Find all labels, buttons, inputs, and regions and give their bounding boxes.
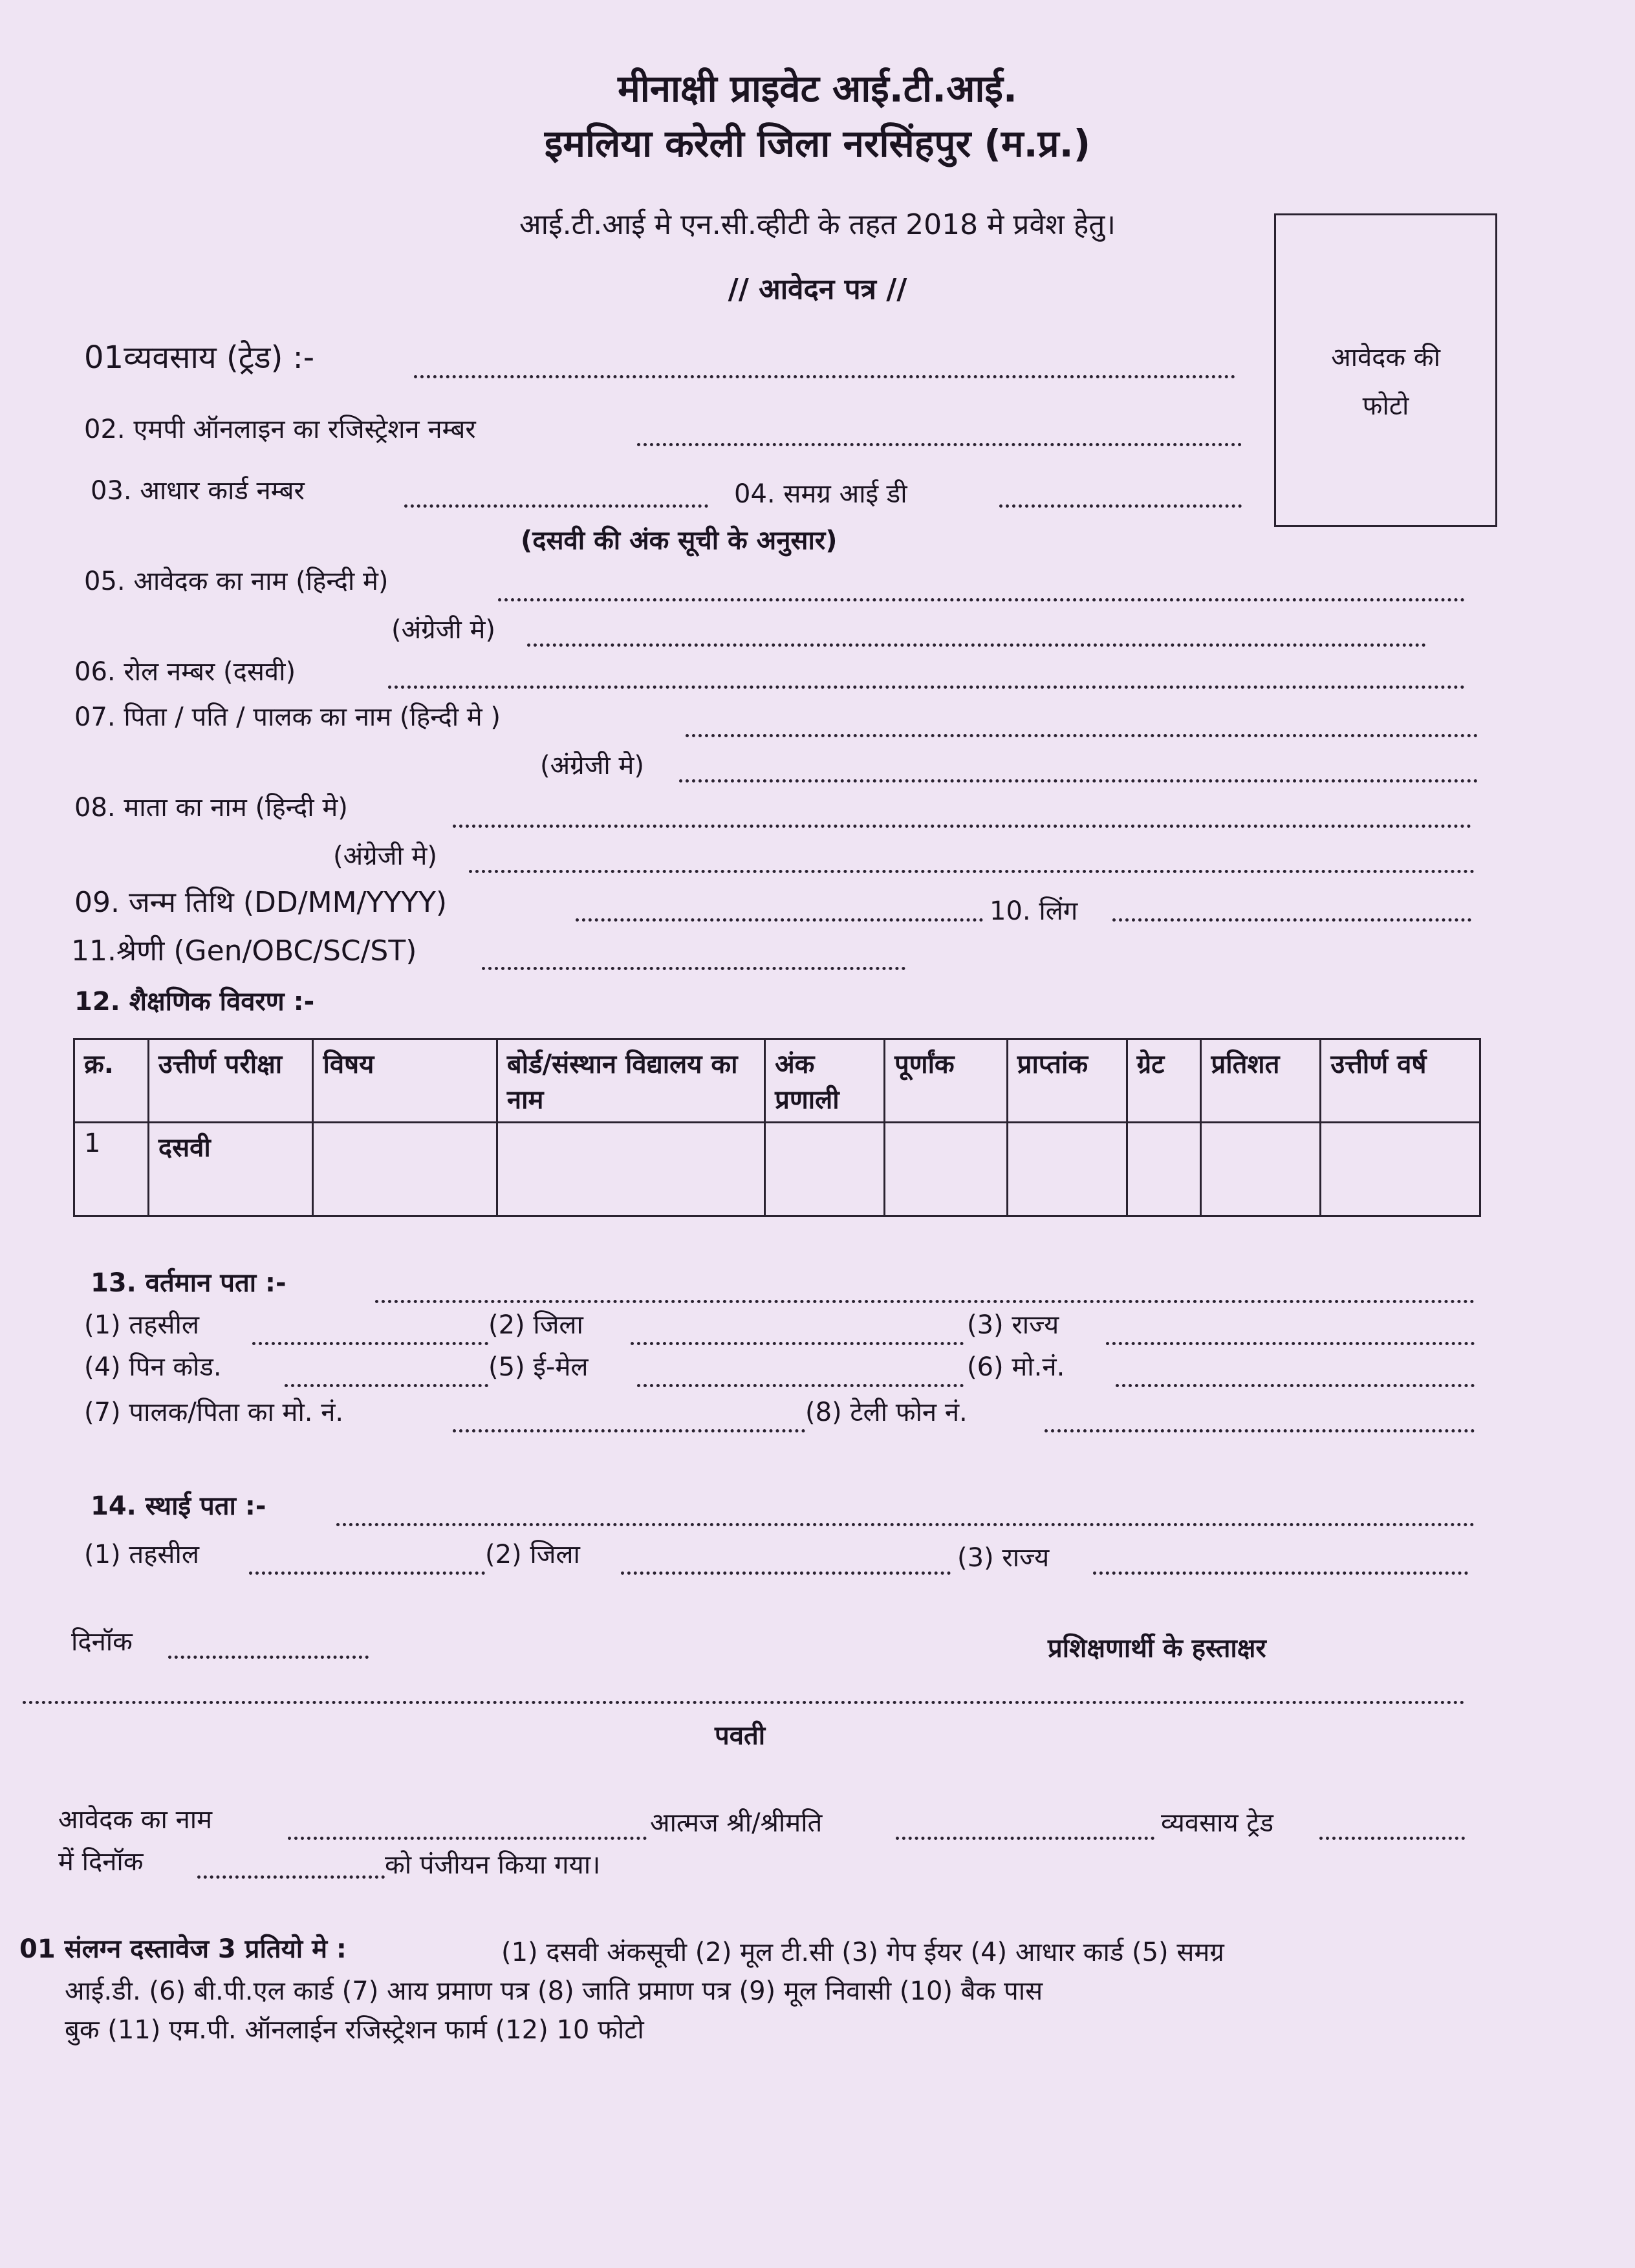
trade-label: 01व्यवसाय (ट्रेड) :- [84, 340, 315, 376]
separator-line [23, 1701, 1465, 1704]
form-title: // आवेदन पत्र // [728, 273, 907, 306]
current-district-label: (2) जिला [488, 1310, 583, 1340]
header-max-marks: पूर्णांक [884, 1039, 1007, 1123]
mp-online-field[interactable] [637, 443, 1242, 446]
father-hindi-label: 07. पिता / पति / पालक का नाम (हिन्दी मे ) [74, 702, 501, 732]
name-english-field[interactable] [527, 643, 1426, 647]
header-marks-obtained: प्राप्तांक [1007, 1039, 1127, 1123]
current-state-label: (3) राज्य [967, 1310, 1059, 1340]
mobile-label: (6) मो.नं. [967, 1352, 1065, 1382]
roll-number-field[interactable] [388, 686, 1465, 689]
header-passing-year: उत्तीर्ण वर्ष [1321, 1039, 1480, 1123]
trainee-signature-label: प्रशिक्षणार्थी के हस्ताक्षर [1048, 1634, 1266, 1663]
receipt-registered-text: को पंजीयन किया गया। [385, 1850, 601, 1880]
photo-box-label-line1: आवेदक की [1331, 343, 1440, 373]
education-heading: 12. शैक्षणिक विवरण :- [74, 987, 315, 1017]
aadhaar-label: 03. आधार कार्ड नम्बर [91, 476, 305, 506]
name-english-label: (अंग्रेजी मे) [391, 615, 496, 645]
mother-english-label: (अंग्रेजी मे) [333, 841, 438, 871]
father-english-field[interactable] [679, 779, 1478, 783]
current-district-field[interactable] [631, 1342, 964, 1345]
receipt-date-label: में दिनॉक [58, 1847, 144, 1877]
date-label: दिनॉक [71, 1627, 133, 1657]
cell-serial: 1 [74, 1123, 149, 1216]
mother-english-field[interactable] [469, 870, 1475, 873]
parent-mobile-field[interactable] [453, 1429, 805, 1432]
receipt-applicant-name-field[interactable] [288, 1837, 647, 1840]
permanent-tehsil-label: (1) तहसील [84, 1540, 199, 1570]
receipt-child-of-label: आत्मज श्री/श्रीमति [650, 1808, 823, 1838]
permanent-district-label: (2) जिला [485, 1540, 580, 1570]
parent-mobile-label: (7) पालक/पिता का मो. नं. [84, 1398, 344, 1427]
cell-percentage[interactable] [1201, 1123, 1321, 1216]
cell-passing-year[interactable] [1321, 1123, 1480, 1216]
header-exam-passed: उत्तीर्ण परीक्षा [148, 1039, 313, 1123]
mother-hindi-field[interactable] [453, 825, 1471, 828]
admission-line: आई.टी.आई मे एन.सी.व्हीटी के तहत 2018 मे प्रवेश हेतु। [519, 208, 1116, 241]
date-field[interactable] [168, 1656, 369, 1659]
telephone-field[interactable] [1045, 1429, 1475, 1432]
gender-field[interactable] [1112, 918, 1471, 922]
header-grade: ग्रेट [1127, 1039, 1201, 1123]
receipt-applicant-name-label: आवेदक का नाम [58, 1805, 213, 1835]
cell-marking-system[interactable] [765, 1123, 885, 1216]
header-percentage: प्रतिशत [1201, 1039, 1321, 1123]
receipt-date-field[interactable] [197, 1875, 385, 1879]
education-table-header-row [74, 1039, 1480, 1123]
current-tehsil-label: (1) तहसील [84, 1310, 199, 1340]
marksheet-note: (दसवी की अंक सूची के अनुसार) [521, 526, 838, 556]
receipt-trade-label: व्यवसाय ट्रेड [1161, 1808, 1273, 1838]
permanent-tehsil-field[interactable] [249, 1571, 485, 1575]
permanent-state-field[interactable] [1093, 1571, 1468, 1575]
cell-subject[interactable] [313, 1123, 497, 1216]
current-state-field[interactable] [1106, 1342, 1475, 1345]
pin-code-field[interactable] [285, 1384, 488, 1387]
category-label: 11.श्रेणी (Gen/OBC/SC/ST) [71, 934, 417, 967]
current-address-heading: 13. वर्तमान पता :- [91, 1268, 287, 1298]
roll-number-label: 06. रोल नम्बर (दसवी) [74, 657, 296, 687]
permanent-address-heading: 14. स्थाई पता :- [91, 1491, 266, 1521]
table-row [74, 1123, 1480, 1216]
receipt-child-of-field[interactable] [896, 1837, 1154, 1840]
samagra-field[interactable] [999, 504, 1242, 508]
cell-max-marks[interactable] [884, 1123, 1007, 1216]
documents-line3: बुक (11) एम.पी. ऑनलाईन रजिस्ट्रेशन फार्म (12) 10 फोटो [65, 2015, 644, 2045]
father-hindi-field[interactable] [686, 734, 1478, 737]
documents-line1: (1) दसवी अंकसूची (2) मूल टी.सी (3) गेप ईयर (4) आधार कार्ड (5) समग्र [501, 1938, 1224, 1967]
header-serial: क्र. [74, 1039, 149, 1123]
name-hindi-label: 05. आवेदक का नाम (हिन्दी मे) [84, 567, 389, 596]
aadhaar-field[interactable] [404, 504, 708, 508]
category-field[interactable] [482, 967, 905, 970]
applicant-photo-box [1274, 213, 1497, 527]
education-table [73, 1038, 1481, 1217]
telephone-label: (8) टेली फोन नं. [805, 1398, 968, 1427]
photo-box-label-line2: फोटो [1362, 391, 1409, 421]
pin-code-label: (4) पिन कोड. [84, 1352, 222, 1382]
email-label: (5) ई-मेल [488, 1352, 589, 1382]
father-english-label: (अंग्रेजी मे) [540, 751, 645, 781]
documents-label: 01 संलग्न दस्तावेज 3 प्रतियो मे : [19, 1934, 347, 1964]
mother-hindi-label: 08. माता का नाम (हिन्दी मे) [74, 793, 348, 823]
header-marking-system: अंक प्रणाली [765, 1039, 885, 1123]
name-hindi-field[interactable] [498, 598, 1465, 601]
samagra-label: 04. समग्र आई डी [734, 479, 907, 509]
receipt-title: पवती [715, 1721, 766, 1751]
trade-field[interactable] [414, 375, 1235, 378]
mobile-field[interactable] [1116, 1384, 1475, 1387]
gender-label: 10. लिंग [990, 896, 1078, 926]
cell-marks-obtained[interactable] [1007, 1123, 1127, 1216]
dob-label: 09. जन्म तिथि (DD/MM/YYYY) [74, 886, 448, 919]
email-field[interactable] [637, 1384, 964, 1387]
documents-line2: आई.डी. (6) बी.पी.एल कार्ड (7) आय प्रमाण पत्र (8) जाति प्रमाण पत्र (9) मूल निवासी (10) बैक पास [65, 1976, 1043, 2006]
institute-name: मीनाक्षी प्राइवेट आई.टी.आई. [618, 67, 1017, 111]
dob-field[interactable] [576, 918, 983, 922]
mp-online-label: 02. एमपी ऑनलाइन का रजिस्ट्रेशन नम्बर [84, 415, 476, 444]
current-address-field[interactable] [375, 1300, 1475, 1303]
permanent-address-field[interactable] [336, 1523, 1475, 1526]
permanent-district-field[interactable] [621, 1571, 951, 1575]
cell-exam-passed: दसवी [148, 1123, 313, 1216]
cell-grade[interactable] [1127, 1123, 1201, 1216]
receipt-trade-field[interactable] [1319, 1837, 1465, 1840]
cell-board-school[interactable] [497, 1123, 764, 1216]
permanent-state-label: (3) राज्य [957, 1543, 1050, 1573]
institute-address: इमलिया करेली जिला नरसिंहपुर (म.प्र.) [544, 122, 1091, 166]
current-tehsil-field[interactable] [252, 1342, 488, 1345]
header-board-school: बोर्ड/संस्थान विद्यालय का नाम [497, 1039, 764, 1123]
header-subject: विषय [313, 1039, 497, 1123]
